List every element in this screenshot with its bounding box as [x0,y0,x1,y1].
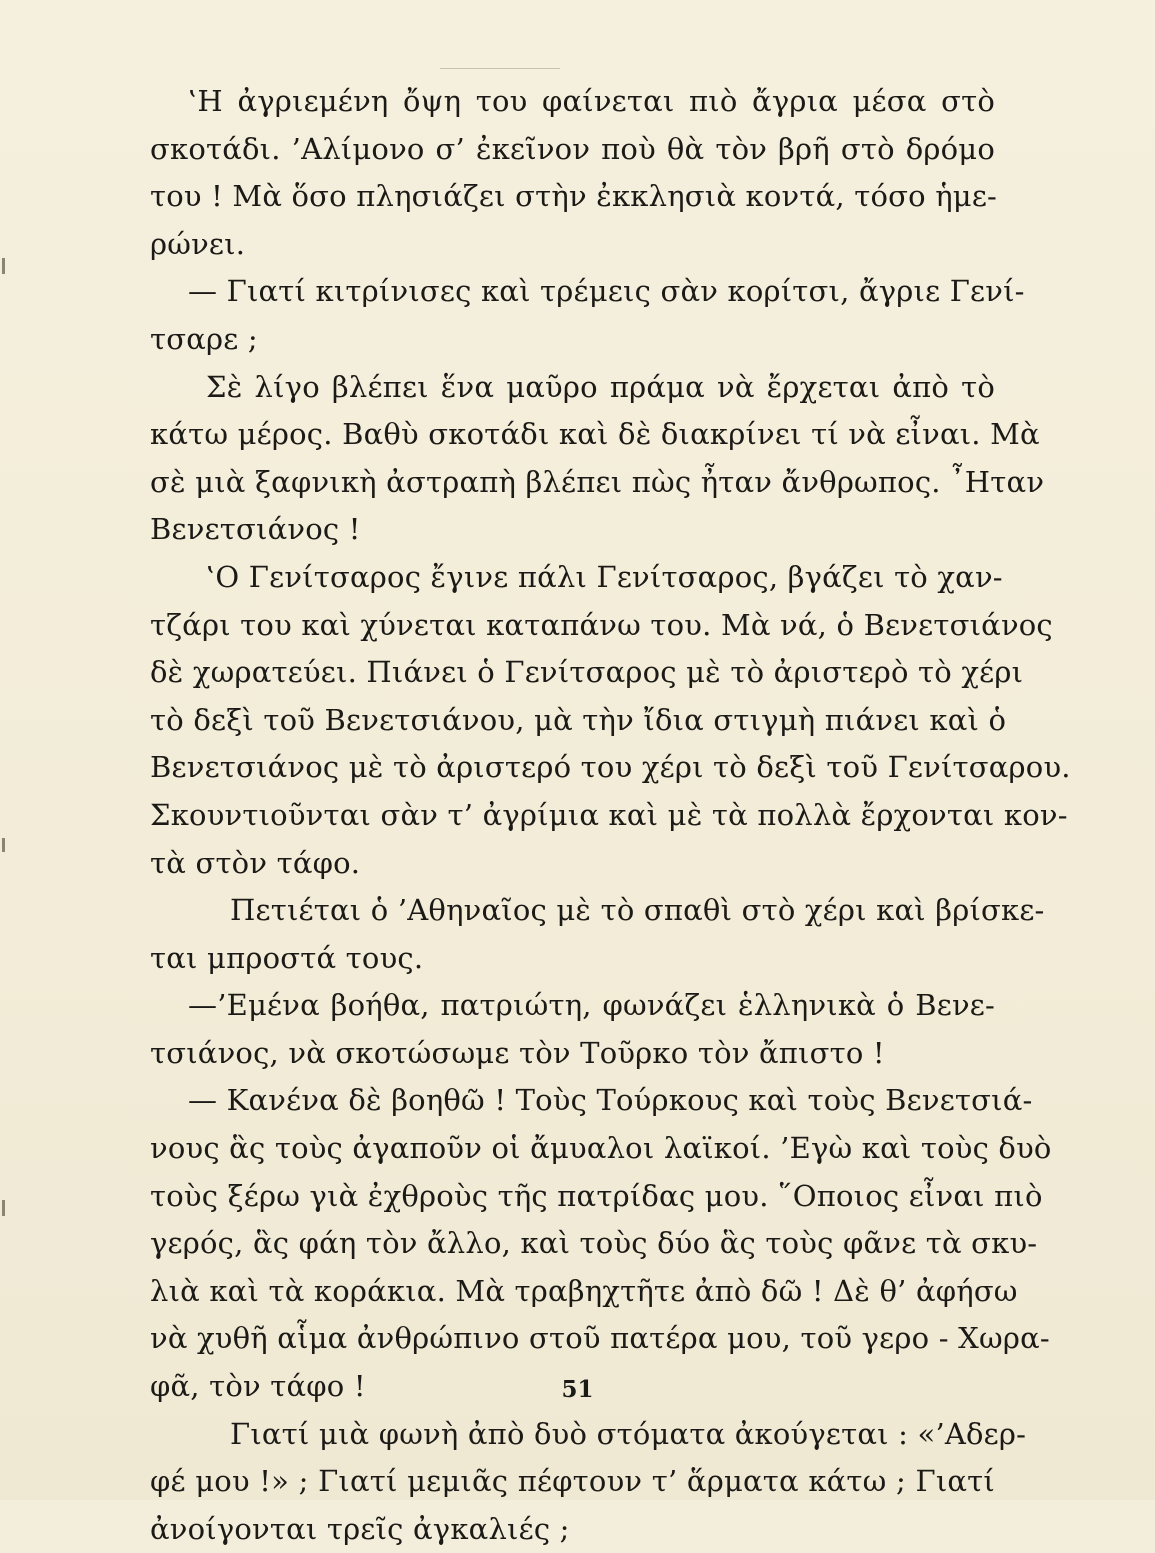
text-line: τὸ δεξὶ τοῦ Βενετσιάνου, μὰ τὴν ἴδια στιγμὴ πιάνει καὶ ὁ [150,702,1007,737]
text-line: τοὺς ξέρω γιὰ ἐχθροὺς τῆς πατρίδας μου. ῞Οποιος εἶναι πιὸ [150,1178,1043,1213]
text-line: Γιατί μιὰ φωνὴ ἀπὸ δυὸ στόματα ἀκούγεται : «’Αδερ- [230,1416,1027,1451]
body-text [150,78,1071,1553]
text-line: τσιάνος, νὰ σκοτώσωμε τὸν Τοῦρκο τὸν ἄπιστο ! [150,1035,885,1070]
text-line: κάτω μέρος. Βαθὺ σκοτάδι καὶ δὲ διακρίνει τί νὰ εἶναι. Μὰ [150,417,1040,452]
margin-mark [2,1200,5,1216]
top-rule [440,68,560,69]
text-line: σκοτάδι. ’Αλίμονο σ’ ἐκεῖνον ποὺ θὰ τὸν βρῆ στὸ δρόμο [150,131,995,166]
text-line: Σκουντιοῦνται σὰν τ’ ἀγρίμια καὶ μὲ τὰ πολλὰ ἔρχονται κον- [150,797,1068,832]
text-line: τὰ στὸν τάφο. [150,845,361,880]
text-line: τζάρι του καὶ χύνεται καταπάνω του. Μὰ νά, ὁ Βενετσιάνος [150,607,1053,642]
text-line: Βενετσιάνος μὲ τὸ ἀριστερό του χέρι τὸ δεξὶ τοῦ Γενίτσαρου. [150,750,1071,785]
page-number: 51 [561,1376,594,1403]
text-line: νὰ χυθῆ αἷμα ἀνθρώπινο στοῦ πατέρα μου, τοῦ γερο - Χωρα- [150,1321,1050,1356]
text-line: του ! Μὰ ὅσο πλησιάζει στὴν ἐκκλησιὰ κοντά, τόσο ἡμε- [150,179,998,214]
text-line: ‛Ο Γενίτσαρος ἔγινε πάλι Γενίτσαρος, βγάζει τὸ χαν- [206,559,1003,594]
text-line: —’Εμένα βοήθα, πατριώτη, φωνάζει ἑλληνικὰ ὁ Βενε- [188,988,995,1023]
text-line: Σὲ λίγο βλέπει ἕνα μαῦρο πράμα νὰ ἔρχεται ἀπὸ τὸ [206,369,995,404]
text-line: — Γιατί κιτρίνισες καὶ τρέμεις σὰν κορίτσι, ἄγριε Γενί- [188,274,1025,309]
text-line: τσαρε ; [150,321,258,356]
text-line: φέ μου !» ; Γιατί μεμιᾶς πέφτουν τ’ ἅρματα κάτω ; Γιατί [150,1464,995,1499]
text-line: νους ἃς τοὺς ἀγαποῦν οἱ ἄμυαλοι λαϊκοί. ’Εγὼ καὶ τοὺς δυὸ [150,1131,1052,1166]
text-line: — Κανένα δὲ βοηθῶ ! Τοὺς Τούρκους καὶ τοὺς Βενετσιά- [188,1083,1033,1118]
text-line: ἀνοίγονται τρεῖς ἀγκαλιές ; [150,1511,570,1546]
text-line: Βενετσιάνος ! [150,512,361,547]
margin-mark [2,838,5,852]
text-line: λιὰ καὶ τὰ κοράκια. Μὰ τραβηχτῆτε ἀπὸ δῶ ! Δὲ θ’ ἀφήσω [150,1273,1018,1308]
text-line: σὲ μιὰ ξαφνικὴ ἀστραπὴ βλέπει πὼς ἦταν ἄνθρωπος. ῏Ηταν [150,464,1045,499]
text-line: γερός, ἃς φάη τὸν ἄλλο, καὶ τοὺς δύο ἃς τοὺς φᾶνε τὰ σκυ- [150,1226,1038,1261]
text-line: Πετιέται ὁ ’Αθηναῖος μὲ τὸ σπαθὶ στὸ χέρι καὶ βρίσκε- [230,893,1045,928]
text-line: ται μπροστά τους. [150,940,424,975]
text-line: δὲ χωρατεύει. Πιάνει ὁ Γενίτσαρος μὲ τὸ ἀριστερὸ τὸ χέρι [150,655,1024,690]
text-line: ‛Η ἀγριεμένη ὄψη του φαίνεται πιὸ ἄγρια μέσα στὸ [188,84,995,118]
margin-mark [2,258,5,274]
text-line: φᾶ, τὸν τάφο ! [150,1369,366,1404]
text-line: ρώνει. [150,226,246,261]
